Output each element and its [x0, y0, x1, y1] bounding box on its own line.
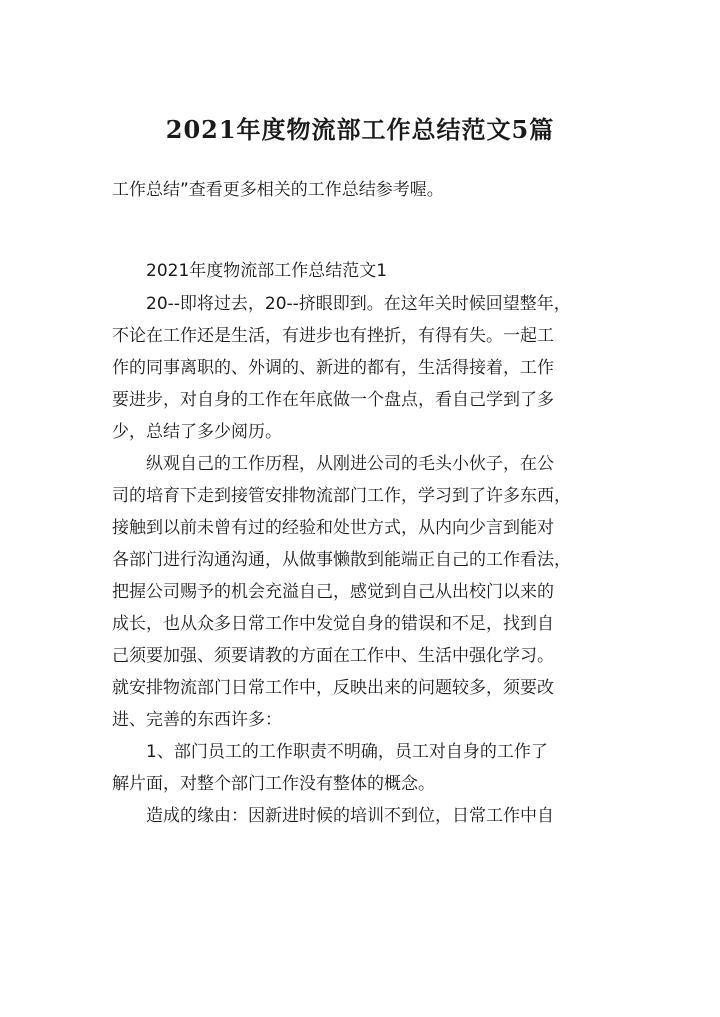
paragraph-line: 进、完善的东西许多： — [112, 710, 282, 730]
paragraph-line: 就安排物流部门日常工作中，反映出来的问题较多，须要改 — [112, 678, 554, 698]
paragraph-line: 20--即将过去，20--挤眼即到。在这年关时候回望整年， — [146, 294, 571, 314]
paragraph-line: 司的培育下走到接管安排物流部门工作，学习到了许多东西， — [112, 486, 571, 506]
paragraph-1 — [112, 288, 612, 448]
paragraph-line: 少，总结了多少阅历。 — [112, 422, 282, 442]
paragraph-line: 把握公司赐予的机会充溢自己，感觉到自己从出校门以来的 — [112, 582, 554, 602]
paragraph-4 — [112, 800, 612, 832]
paragraph-line: 接触到以前未曾有过的经验和处世方式，从内向少言到能对 — [112, 518, 554, 538]
paragraph-line: 成长，也从众多日常工作中发觉自身的错误和不足，找到自 — [112, 614, 554, 634]
paragraph-line: 造成的缘由：因新进时候的培训不到位，日常工作中自 — [146, 806, 554, 826]
document-body — [112, 256, 612, 832]
paragraph-line: 不论在工作还是生活，有进步也有挫折，有得有失。一起工 — [112, 326, 554, 346]
paragraph-line: 纵观自己的工作历程，从刚进公司的毛头小伙子，在公 — [146, 454, 554, 474]
paragraph-line: 己须要加强、须要请教的方面在工作中、生活中强化学习。 — [112, 646, 554, 666]
paragraph-line: 解片面，对整个部门工作没有整体的概念。 — [112, 774, 435, 794]
document-title: 2021年度物流部工作总结范文5篇 — [165, 115, 555, 144]
paragraph-line: 作的同事离职的、外调的、新进的都有，生活得接着，工作 — [112, 358, 554, 378]
intro-text: 工作总结”查看更多相关的工作总结参考喔。 — [112, 180, 444, 200]
paragraph-line: 1、部门员工的工作职责不明确，员工对自身的工作了 — [146, 742, 548, 762]
paragraph-line: 要进步，对自身的工作在年底做一个盘点，看自己学到了多 — [112, 390, 554, 410]
paragraph-2 — [112, 448, 612, 736]
paragraph-line: 各部门进行沟通沟通，从做事懒散到能端正自己的工作看法， — [112, 550, 571, 570]
section-heading: 2021年度物流部工作总结范文1 — [146, 261, 388, 281]
paragraph-3 — [112, 736, 612, 800]
